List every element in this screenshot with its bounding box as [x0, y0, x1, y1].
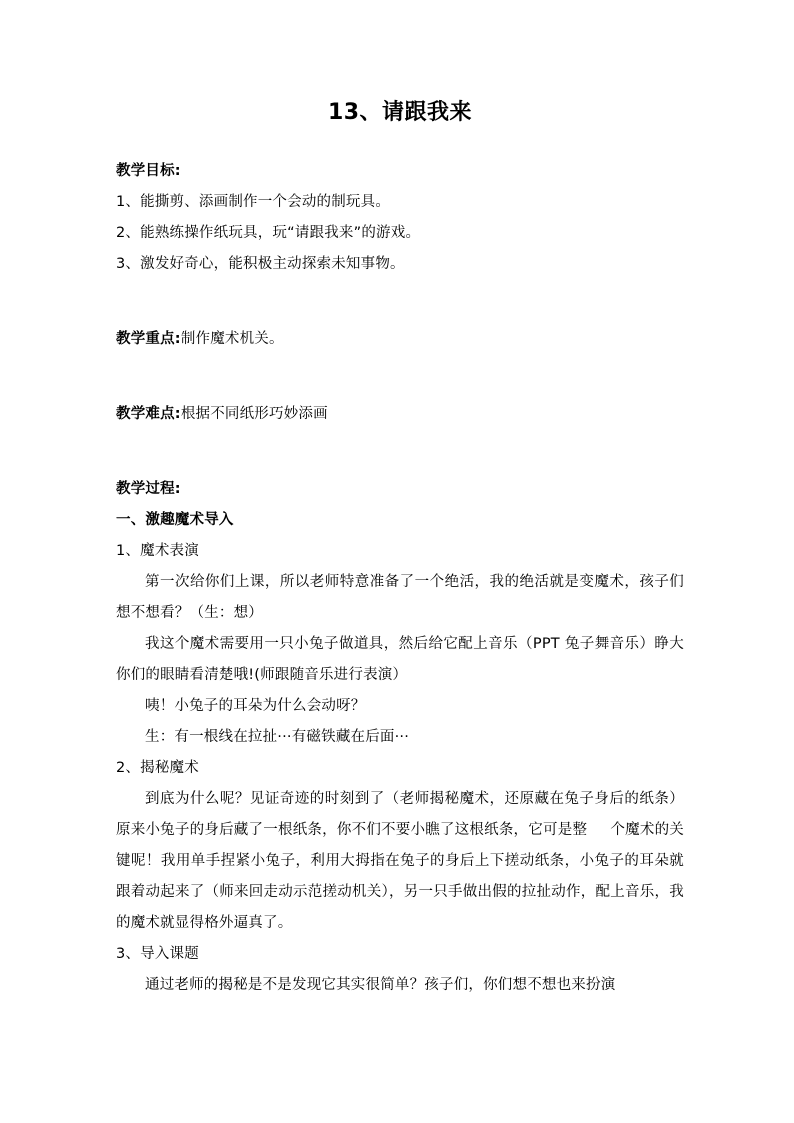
- item-2-paragraph-part-b: 个魔术的关键呢！我用单手捏紧小兔子，利用大拇指在兔子的身后上下搓动纸条，小兔子的耳朵就跟着动起来了（师来回走动示范搓动机关），另一只手做出假的拉扯动作，配上音乐，我的魔术就显得格外逼真了。: [116, 822, 684, 931]
- item-1-paragraph-1: 第一次给你们上课，所以老师特意准备了一个绝活，我的绝活就是变魔术，孩子们想不想看？（生：想）: [116, 574, 684, 621]
- item-1-paragraph-3: 咦！小兔子的耳朵为什么会动呀？: [145, 698, 366, 714]
- objective-item-1: 1、能撕剪、添画制作一个会动的制玩具。: [116, 194, 391, 210]
- spacer: [116, 430, 684, 474]
- objective-item-3: 3、激发好奇心，能积极主动探索未知事物。: [116, 256, 405, 272]
- spacer: [116, 280, 684, 324]
- difficulty-text: 根据不同纸形巧妙添画: [180, 406, 328, 422]
- item-2-heading: 2、揭秘魔术: [116, 760, 199, 776]
- difficulty-line: [116, 399, 684, 430]
- key-point-line: [116, 324, 684, 355]
- item-3-heading: 3、导入课题: [116, 946, 199, 962]
- spacer: [116, 355, 684, 399]
- page-title: 13、请跟我来: [327, 100, 473, 125]
- item-2-paragraph-part-a: 到底为什么呢？见证奇迹的时刻到了（老师揭秘魔术，还原藏在兔子身后的纸条）原来小兔子的身后藏了一根纸条，你不们不要小瞧了这根纸条，它可是整: [116, 791, 684, 838]
- spacer: [116, 128, 684, 156]
- item-1-paragraph-2: 我这个魔术需要用一只小兔子做道具，然后给它配上音乐（PPT 兔子舞音乐）睁大你们的眼睛看清楚哦!(师跟随音乐进行表演）: [116, 636, 684, 683]
- item-1-paragraph-4: 生：有一根线在拉扯···有磁铁藏在后面···: [145, 729, 410, 745]
- process-heading: 教学过程:: [116, 481, 181, 497]
- key-point-label: 教学重点:: [116, 331, 181, 347]
- objective-item-2: 2、能熟练操作纸玩具，玩“请跟我来”的游戏。: [116, 225, 421, 241]
- item-2-paragraph: [116, 784, 684, 939]
- difficulty-label: 教学难点:: [116, 406, 181, 422]
- objectives-heading: 教学目标:: [116, 163, 181, 179]
- item-1-heading: 1、魔术表演: [116, 543, 199, 559]
- document-content: [116, 0, 684, 1001]
- part-one-heading: 一、激趣魔术导入: [116, 512, 234, 528]
- key-point-text: 制作魔术机关。: [180, 331, 284, 347]
- item-3-paragraph: 通过老师的揭秘是不是发现它其实很简单？孩子们，你们想不想也来扮演: [145, 977, 616, 993]
